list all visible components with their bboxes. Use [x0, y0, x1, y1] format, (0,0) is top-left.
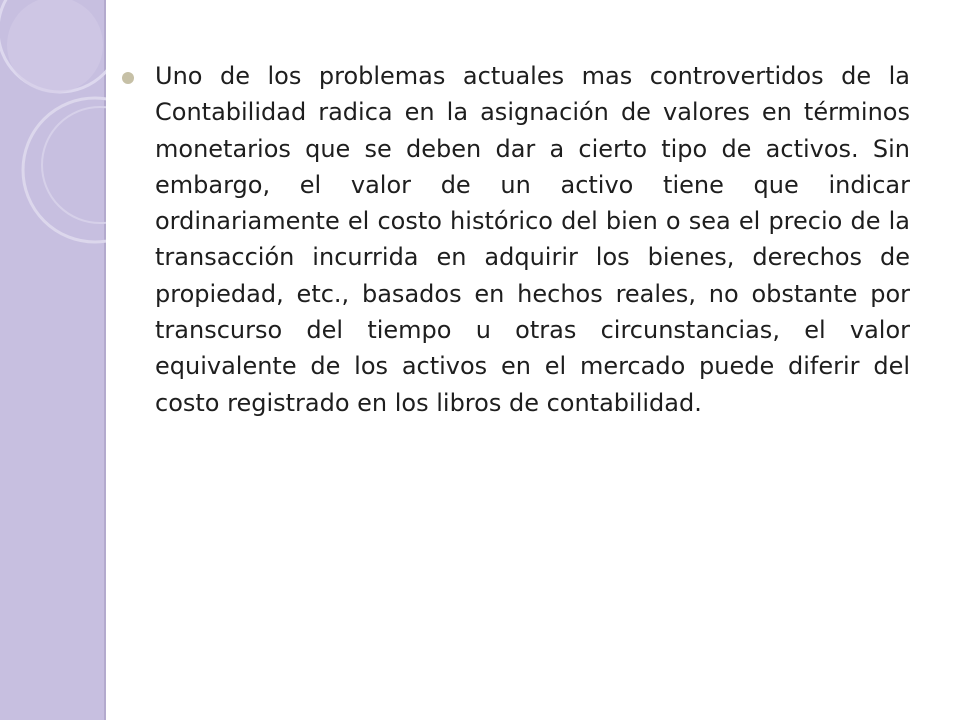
- decorative-side-band: [0, 0, 106, 720]
- decorative-circle-filled: [7, 0, 103, 93]
- decorative-circles-graphic: [0, 0, 106, 720]
- body-paragraph: Uno de los problemas actuales mas controvertidos de la Contabilidad radica en la asignación de valores en términos monetarios que se deben dar a cierto tipo de activos. Sin embargo, el valor de un activo tiene que indicar ordinariamente el costo histórico del bien o sea el precio de la transacción incurrida en adquirir los bienes, derechos de propiedad, etc., basados en hechos reales, no obstante por transcurso del tiempo u otras circunstancias, el valor equivalente de los activos en el mercado puede diferir del costo registrado en los libros de contabilidad.: [155, 62, 910, 417]
- slide-content: [122, 58, 912, 658]
- decorative-circle-inner: [42, 107, 106, 223]
- bullet-point-icon: [122, 72, 134, 84]
